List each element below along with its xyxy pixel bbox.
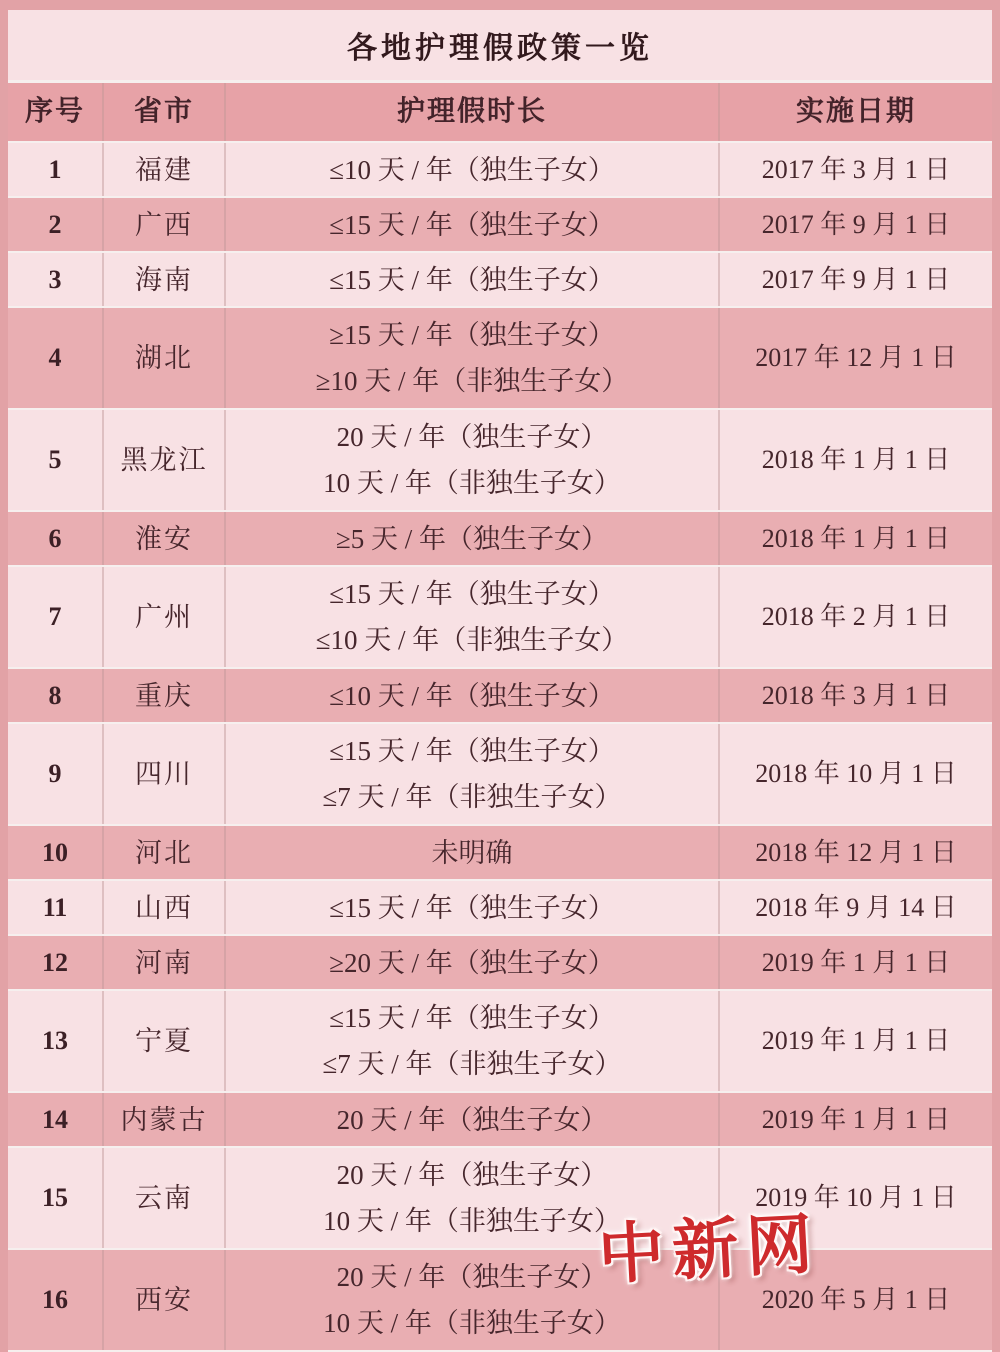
date-cell: 2018 年 10 月 1 日 bbox=[755, 759, 957, 788]
date-cell: 2018 年 12 月 1 日 bbox=[755, 837, 957, 867]
row-index-cell: 2 bbox=[8, 198, 104, 251]
region-cell: 广州 bbox=[104, 567, 226, 667]
row-index-cell: 11 bbox=[8, 881, 104, 934]
duration-line: 20 天 / 年（独生子女） bbox=[336, 422, 608, 452]
duration-cell bbox=[226, 1148, 720, 1248]
row-index-cell: 14 bbox=[8, 1093, 104, 1146]
table-row bbox=[8, 308, 992, 410]
duration-cell bbox=[226, 143, 720, 196]
row-index-cell: 9 bbox=[8, 724, 104, 824]
region-cell: 福建 bbox=[104, 143, 226, 196]
duration-line: ≥5 天 / 年（独生子女） bbox=[335, 523, 609, 554]
table-row bbox=[8, 512, 992, 567]
date-cell: 2017 年 9 月 1 日 bbox=[761, 209, 951, 239]
region-cell: 河北 bbox=[104, 826, 226, 879]
date-cell: 2018 年 9 月 14 日 bbox=[755, 892, 957, 922]
duration-cell bbox=[226, 881, 720, 934]
date-cell: 2019 年 1 月 1 日 bbox=[761, 947, 951, 977]
duration-cell bbox=[226, 724, 720, 824]
duration-cell bbox=[226, 936, 720, 989]
date-cell: 2019 年 1 月 1 日 bbox=[761, 1026, 951, 1055]
duration-line: ≤15 天 / 年（独生子女） bbox=[329, 264, 615, 295]
duration-line: 10 天 / 年（非独生子女） bbox=[323, 1308, 621, 1338]
duration-line: ≤10 天 / 年（独生子女） bbox=[329, 154, 615, 185]
duration-line: ≤7 天 / 年（非独生子女） bbox=[322, 1049, 622, 1079]
row-index-cell: 10 bbox=[8, 826, 104, 879]
duration-cell bbox=[226, 826, 720, 879]
duration-line: ≤15 天 / 年（独生子女） bbox=[329, 579, 615, 609]
row-index-cell: 1 bbox=[8, 143, 104, 196]
duration-line: ≤15 天 / 年（独生子女） bbox=[329, 1003, 615, 1033]
row-index-cell: 12 bbox=[8, 936, 104, 989]
table-row bbox=[8, 1093, 992, 1148]
region-cell: 重庆 bbox=[104, 669, 226, 722]
table-row bbox=[8, 1148, 992, 1250]
policy-table bbox=[8, 83, 992, 1352]
region-cell: 西安 bbox=[104, 1250, 226, 1350]
table-row bbox=[8, 143, 992, 198]
duration-line: 20 天 / 年（独生子女） bbox=[336, 1104, 608, 1135]
row-index-cell: 3 bbox=[8, 253, 104, 306]
duration-line: ≤15 天 / 年（独生子女） bbox=[329, 209, 615, 240]
table-row bbox=[8, 826, 992, 881]
duration-cell bbox=[226, 1250, 720, 1350]
region-cell: 山西 bbox=[104, 881, 226, 934]
region-cell: 宁夏 bbox=[104, 991, 226, 1091]
region-cell: 云南 bbox=[104, 1148, 226, 1248]
column-header-region: 省市 bbox=[104, 83, 226, 141]
duration-cell bbox=[226, 253, 720, 306]
row-index-cell: 7 bbox=[8, 567, 104, 667]
column-header-index: 序号 bbox=[8, 83, 104, 141]
date-cell: 2017 年 9 月 1 日 bbox=[761, 264, 951, 294]
duration-line: ≥10 天 / 年（非独生子女） bbox=[315, 366, 629, 396]
duration-line: ≤7 天 / 年（非独生子女） bbox=[322, 782, 622, 812]
row-index-cell: 6 bbox=[8, 512, 104, 565]
row-index-cell: 8 bbox=[8, 669, 104, 722]
duration-line: ≤15 天 / 年（独生子女） bbox=[329, 892, 615, 923]
duration-cell bbox=[226, 669, 720, 722]
column-header-duration: 护理假时长 bbox=[226, 83, 720, 141]
table-row bbox=[8, 881, 992, 936]
row-index-cell: 5 bbox=[8, 410, 104, 510]
duration-cell bbox=[226, 567, 720, 667]
region-cell: 内蒙古 bbox=[104, 1093, 226, 1146]
region-cell: 湖北 bbox=[104, 308, 226, 408]
duration-line: ≤15 天 / 年（独生子女） bbox=[329, 736, 615, 766]
region-cell: 广西 bbox=[104, 198, 226, 251]
column-header-date: 实施日期 bbox=[795, 96, 916, 127]
row-index-cell: 15 bbox=[8, 1148, 104, 1248]
table-row bbox=[8, 1250, 992, 1352]
duration-cell bbox=[226, 1093, 720, 1146]
date-cell: 2019 年 10 月 1 日 bbox=[755, 1183, 957, 1212]
table-row bbox=[8, 669, 992, 724]
table-row bbox=[8, 410, 992, 512]
region-cell: 海南 bbox=[104, 253, 226, 306]
region-cell: 淮安 bbox=[104, 512, 226, 565]
page-title: 各地护理假政策一览 bbox=[8, 10, 992, 83]
duration-cell bbox=[226, 512, 720, 565]
region-cell: 黑龙江 bbox=[104, 410, 226, 510]
region-cell: 河南 bbox=[104, 936, 226, 989]
duration-line: 10 天 / 年（非独生子女） bbox=[323, 468, 621, 498]
duration-line: ≥15 天 / 年（独生子女） bbox=[329, 320, 615, 350]
date-cell: 2017 年 12 月 1 日 bbox=[755, 343, 957, 372]
duration-line: ≤10 天 / 年（非独生子女） bbox=[315, 625, 629, 655]
date-cell: 2018 年 3 月 1 日 bbox=[761, 680, 951, 710]
duration-line: ≥20 天 / 年（独生子女） bbox=[329, 947, 615, 978]
duration-cell bbox=[226, 198, 720, 251]
table-row bbox=[8, 991, 992, 1093]
table-row bbox=[8, 936, 992, 991]
duration-line: 10 天 / 年（非独生子女） bbox=[323, 1206, 621, 1236]
date-cell: 2018 年 1 月 1 日 bbox=[761, 445, 951, 474]
duration-line: 20 天 / 年（独生子女） bbox=[336, 1262, 608, 1292]
table-body bbox=[8, 143, 992, 1352]
date-cell: 2020 年 5 月 1 日 bbox=[761, 1285, 951, 1314]
row-index-cell: 16 bbox=[8, 1250, 104, 1350]
duration-cell bbox=[226, 991, 720, 1091]
date-cell: 2017 年 3 月 1 日 bbox=[761, 154, 951, 184]
row-index-cell: 4 bbox=[8, 308, 104, 408]
duration-line: ≤10 天 / 年（独生子女） bbox=[329, 680, 615, 711]
duration-line: 未明确 bbox=[431, 837, 513, 868]
row-index-cell: 13 bbox=[8, 991, 104, 1091]
duration-cell bbox=[226, 308, 720, 408]
table-row bbox=[8, 724, 992, 826]
date-cell: 2018 年 1 月 1 日 bbox=[761, 523, 951, 553]
date-cell: 2019 年 1 月 1 日 bbox=[761, 1104, 951, 1134]
duration-cell bbox=[226, 410, 720, 510]
table-row bbox=[8, 567, 992, 669]
table-header-row bbox=[8, 83, 992, 143]
region-cell: 四川 bbox=[104, 724, 226, 824]
table-row bbox=[8, 198, 992, 253]
table-row bbox=[8, 253, 992, 308]
duration-line: 20 天 / 年（独生子女） bbox=[336, 1160, 608, 1190]
date-cell: 2018 年 2 月 1 日 bbox=[761, 602, 951, 631]
china-news-watermark-logo: 中新网 bbox=[596, 1208, 823, 1293]
